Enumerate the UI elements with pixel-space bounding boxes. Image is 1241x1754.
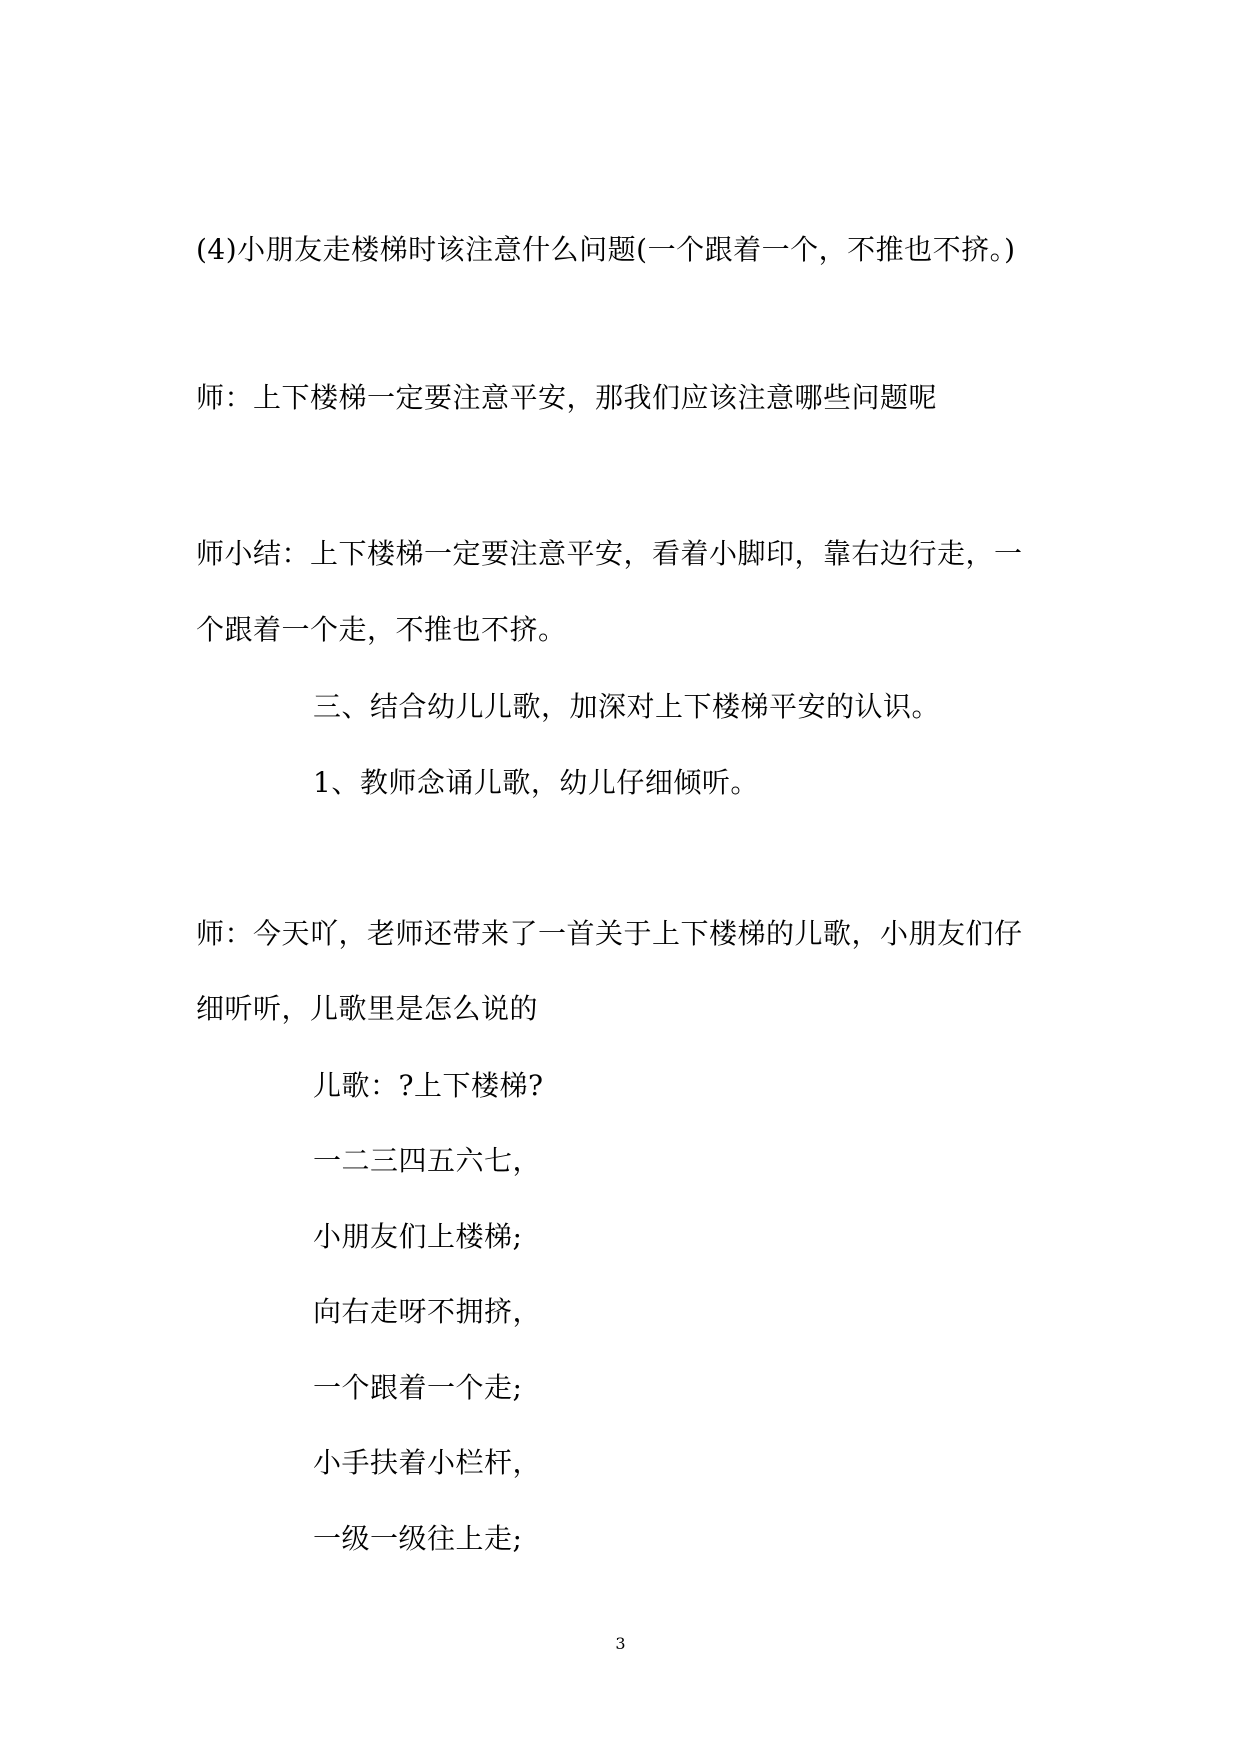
section-heading: 三、结合幼儿儿歌，加深对上下楼梯平安的认识。	[313, 690, 941, 723]
paragraph-line: 师：上下楼梯一定要注意平安，那我们应该注意哪些问题呢	[196, 381, 938, 414]
subsection-heading: 1、教师念诵儿歌，幼儿仔细倾听。	[313, 766, 759, 799]
song-line: 小手扶着小栏杆，	[313, 1446, 542, 1479]
song-line: 一个跟着一个走;	[313, 1371, 523, 1404]
paragraph-line: 师小结：上下楼梯一定要注意平安，看着小脚印，靠右边行走，一	[196, 537, 1023, 570]
page-number: 3	[615, 1634, 626, 1653]
song-line: 向右走呀不拥挤，	[313, 1295, 542, 1328]
paragraph-line: 师：今天吖，老师还带来了一首关于上下楼梯的儿歌，小朋友们仔	[196, 917, 1023, 950]
song-line: 小朋友们上楼梯;	[313, 1220, 523, 1253]
song-line: 一二三四五六七，	[313, 1144, 542, 1177]
song-line: 一级一级往上走;	[313, 1522, 523, 1555]
paragraph-line: 细听听，儿歌里是怎么说的	[196, 992, 539, 1025]
song-title: 儿歌：?上下楼梯?	[313, 1069, 544, 1102]
paragraph-line: (4)小朋友走楼梯时该注意什么问题(一个跟着一个，不推也不挤。)	[196, 233, 1016, 266]
paragraph-line: 个跟着一个走，不推也不挤。	[196, 613, 567, 646]
